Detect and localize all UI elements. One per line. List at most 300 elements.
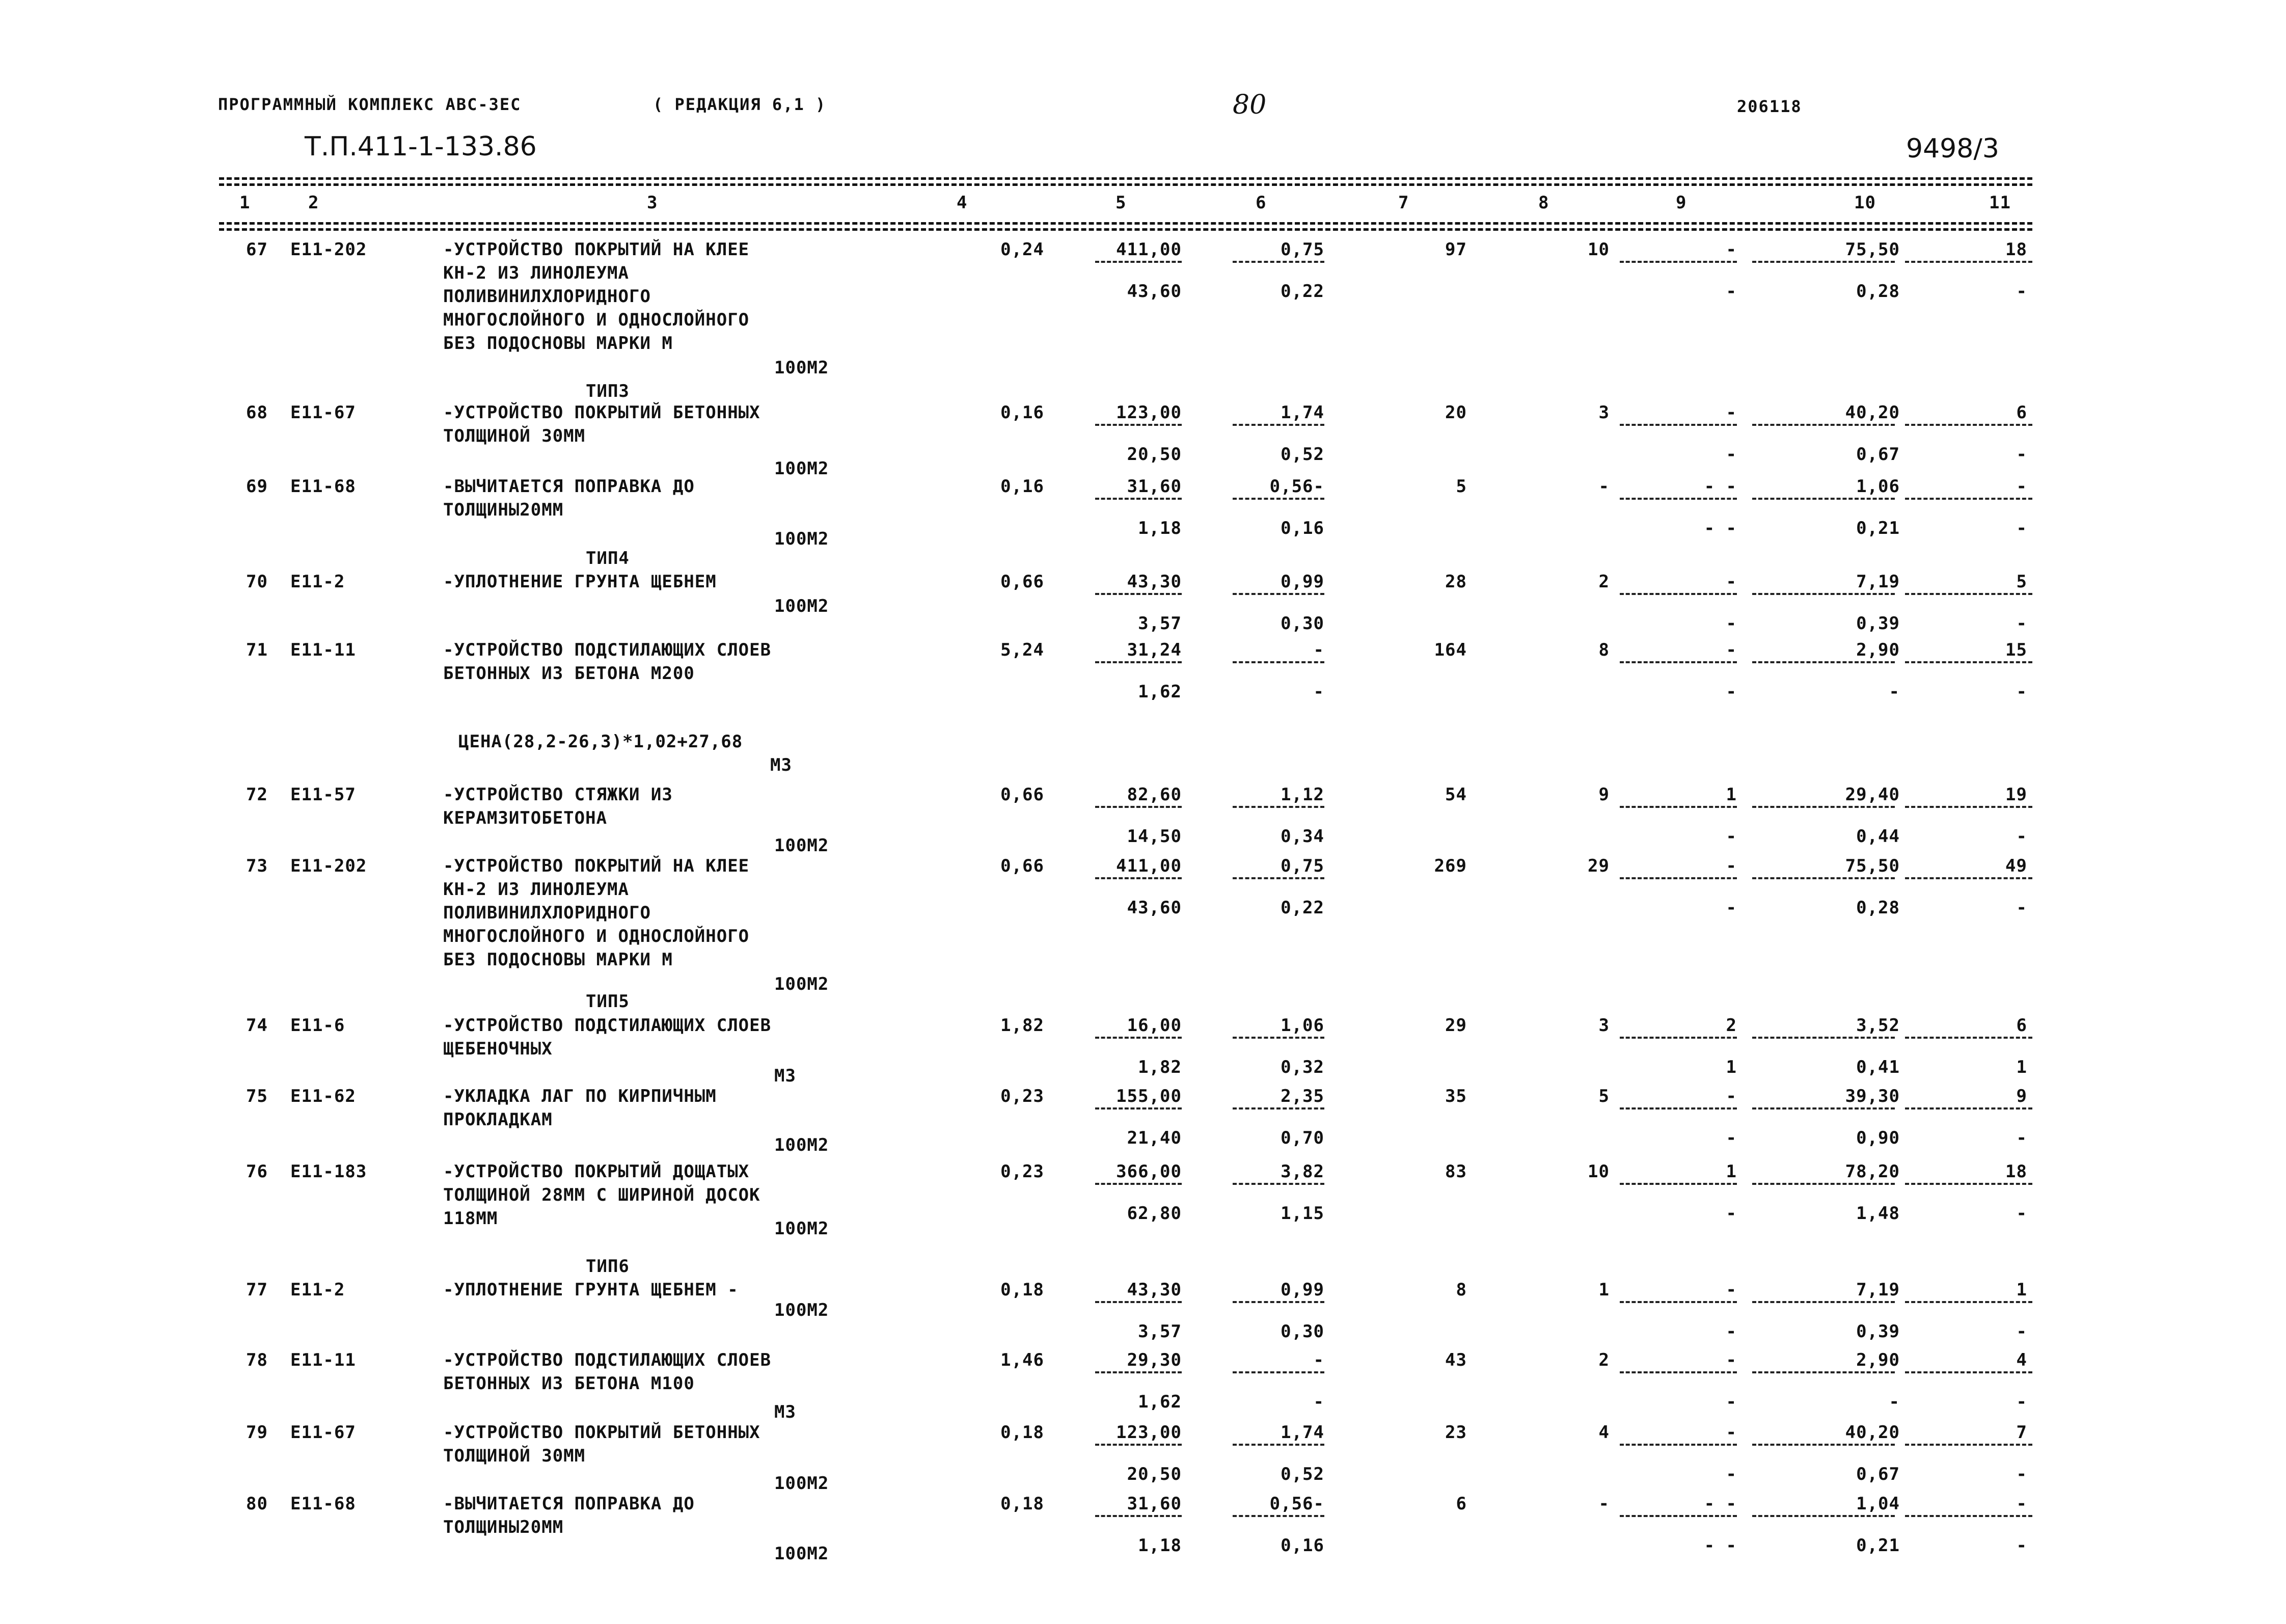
row-code: Е11-11 (290, 640, 356, 660)
row-description-line: БЕЗ ПОДОСНОВЫ МАРКИ М (443, 333, 673, 354)
cell-machine-wage: 0,16 (1281, 1535, 1324, 1556)
subtotal-rule (1905, 877, 2032, 879)
cell-unit-price: 411,00 (1116, 239, 1182, 260)
cell-machine-price: 0,75 (1281, 239, 1324, 260)
cell-labor-unit: 1,04 (1856, 1494, 1900, 1514)
column-header-10: 10 (1854, 193, 1876, 213)
subtotal-rule (1095, 1037, 1182, 1039)
row-unit: 100М2 (774, 1219, 829, 1239)
subtotal-rule (1905, 1183, 2032, 1185)
row-unit: 100М2 (774, 974, 829, 994)
cell-labor-unit: 39,30 (1845, 1086, 1900, 1106)
cell-total-cost: 20 (1445, 402, 1467, 423)
subtotal-rule (1233, 806, 1324, 808)
cell-quantity: 0,16 (1000, 402, 1044, 423)
row-description-line: КЕРАМЗИТОБЕТОНА (443, 808, 608, 828)
cell-labor-total: - (2016, 1494, 2027, 1514)
cell-unit-price-wage: 3,57 (1138, 1321, 1182, 1342)
cell-labor-unit: 2,90 (1856, 1350, 1900, 1370)
cell-labor-machine-total: - (2016, 1321, 2027, 1342)
cell-labor-total: 19 (2005, 784, 2027, 805)
cell-labor-machine-total: - (2016, 1392, 2027, 1412)
subtotal-rule (1233, 1371, 1324, 1373)
column-header-3: 3 (647, 193, 658, 213)
column-header-4: 4 (957, 193, 968, 213)
row-description-line: БЕТОННЫХ ИЗ БЕТОНА М100 (443, 1373, 695, 1394)
subtotal-rule (1233, 1107, 1324, 1109)
cell-machine-price: - (1313, 1350, 1324, 1370)
row-description-line: -УСТРОЙСТВО СТЯЖКИ ИЗ (443, 784, 673, 805)
cell-unit-price-wage: 1,82 (1138, 1057, 1182, 1077)
subtotal-rule (1095, 261, 1182, 263)
cell-machine-price: 0,99 (1281, 572, 1324, 592)
cell-labor-machine: 0,90 (1856, 1128, 1900, 1148)
row-code: Е11-68 (290, 476, 356, 497)
cell-labor-machine-total: - (2016, 281, 2027, 302)
cell-total-wage: 29 (1588, 856, 1610, 876)
cell-labor-machine: - (1889, 1392, 1900, 1412)
cell-labor-unit: 2,90 (1856, 640, 1900, 660)
cell-labor-total: 18 (2005, 1161, 2027, 1182)
subtotal-rule (1752, 593, 1895, 595)
subtotal-rule (1752, 1183, 1895, 1185)
cell-total-cost: 6 (1456, 1494, 1467, 1514)
cell-total-cost: 8 (1456, 1280, 1467, 1300)
cell-unit-price: 43,30 (1127, 572, 1182, 592)
subtotal-rule (1905, 1301, 2032, 1303)
cell-total-cost: 164 (1434, 640, 1467, 660)
cell-total-wage: 3 (1598, 402, 1610, 423)
cell-labor-machine: 0,41 (1856, 1057, 1900, 1077)
subtotal-rule (1905, 1444, 2032, 1446)
cell-machine-price: - (1313, 640, 1324, 660)
column-header-1: 1 (239, 193, 251, 213)
row-unit: 100М2 (774, 1544, 829, 1564)
cell-total-wage: - (1598, 1494, 1610, 1514)
subtotal-rule (1233, 1515, 1324, 1517)
cell-unit-price: 29,30 (1127, 1350, 1182, 1370)
subtotal-rule (1095, 593, 1182, 595)
subtotal-rule (1095, 1444, 1182, 1446)
cell-unit-price: 43,30 (1127, 1280, 1182, 1300)
cell-machine-price: 1,06 (1281, 1015, 1324, 1036)
row-description-line: -УСТРОЙСТВО ПОКРЫТИЙ ДОЩАТЫХ (443, 1161, 750, 1182)
cell-quantity: 0,24 (1000, 239, 1044, 260)
subtotal-rule (1620, 661, 1737, 663)
cell-total-cost: 5 (1456, 476, 1467, 497)
cell-machine-wage-total: - (1726, 1128, 1737, 1148)
row-number: 76 (246, 1161, 268, 1182)
cell-machine-price: 0,56- (1269, 1494, 1324, 1514)
cell-labor-total: 5 (2016, 572, 2027, 592)
cell-labor-machine: 0,67 (1856, 444, 1900, 465)
cell-unit-price: 411,00 (1116, 856, 1182, 876)
row-description-line: ТОЛЩИНЫ20ММ (443, 500, 564, 520)
row-unit: 100М2 (774, 1473, 829, 1494)
subtotal-rule (1752, 1371, 1895, 1373)
cell-labor-machine: 0,21 (1856, 518, 1900, 538)
cell-total-cost: 269 (1434, 856, 1467, 876)
cell-quantity: 0,66 (1000, 856, 1044, 876)
row-number: 79 (246, 1422, 268, 1443)
cell-machine-total: - (1726, 402, 1737, 423)
row-description-line: -УСТРОЙСТВО ПОКРЫТИЙ НА КЛЕЕ (443, 856, 750, 876)
cell-machine-total: - - (1704, 476, 1737, 497)
subtotal-rule (1752, 806, 1895, 808)
cell-unit-price-wage: 20,50 (1127, 1464, 1182, 1484)
cell-machine-wage: 0,52 (1281, 1464, 1324, 1484)
row-number: 73 (246, 856, 268, 876)
cell-total-cost: 35 (1445, 1086, 1467, 1106)
subtotal-rule (1905, 1037, 2032, 1039)
cell-labor-machine-total: - (2016, 613, 2027, 634)
subtotal-rule (1752, 1107, 1895, 1109)
subtotal-rule (1752, 1444, 1895, 1446)
row-description-line: -УСТРОЙСТВО ПОКРЫТИЙ БЕТОННЫХ (443, 1422, 760, 1443)
row-unit: 100М2 (774, 835, 829, 856)
subtotal-rule (1233, 261, 1324, 263)
cell-labor-total: 15 (2005, 640, 2027, 660)
row-number: 70 (246, 572, 268, 592)
cell-machine-total: - - (1704, 1494, 1737, 1514)
cell-labor-total: 7 (2016, 1422, 2027, 1443)
subtotal-rule (1095, 806, 1182, 808)
cell-labor-machine-total: - (2016, 682, 2027, 702)
cell-unit-price-wage: 1,18 (1138, 518, 1182, 538)
row-description-line: ПОЛИВИНИЛХЛОРИДНОГО (443, 903, 651, 923)
cell-labor-machine-total: - (2016, 826, 2027, 847)
subtotal-rule (1620, 1183, 1737, 1185)
cell-quantity: 0,23 (1000, 1086, 1044, 1106)
subtotal-rule (1233, 424, 1324, 426)
row-number: 71 (246, 640, 268, 660)
cell-machine-wage: 0,52 (1281, 444, 1324, 465)
cell-machine-wage: - (1313, 682, 1324, 702)
cell-labor-machine-total: - (2016, 518, 2027, 538)
cell-machine-total: - (1726, 239, 1737, 260)
cell-unit-price-wage: 1,62 (1138, 682, 1182, 702)
cell-labor-total: 49 (2005, 856, 2027, 876)
cell-labor-machine: 0,39 (1856, 1321, 1900, 1342)
subtotal-rule (1620, 424, 1737, 426)
cell-labor-unit: 78,20 (1845, 1161, 1900, 1182)
subtotal-rule (1620, 1301, 1737, 1303)
cell-labor-unit: 40,20 (1845, 1422, 1900, 1443)
cell-labor-machine: 0,67 (1856, 1464, 1900, 1484)
cell-total-cost: 97 (1445, 239, 1467, 260)
cell-labor-machine: 0,44 (1856, 826, 1900, 847)
subtotal-rule (1752, 661, 1895, 663)
page-number: 80 (1233, 90, 1267, 120)
row-description-line: -УСТРОЙСТВО ПОКРЫТИЙ НА КЛЕЕ (443, 239, 750, 260)
document-code: 206118 (1737, 97, 1802, 116)
cell-machine-price: 0,99 (1281, 1280, 1324, 1300)
header-rule-bottom (219, 222, 2032, 225)
row-unit: М3 (774, 1402, 796, 1422)
cell-unit-price: 31,60 (1127, 1494, 1182, 1514)
row-code: Е11-202 (290, 239, 367, 260)
cell-unit-price: 155,00 (1116, 1086, 1182, 1106)
cell-total-cost: 43 (1445, 1350, 1467, 1370)
row-description-line: -УСТРОЙСТВО ПОДСТИЛАЮЩИХ СЛОЕВ (443, 640, 772, 660)
subtotal-rule (1095, 877, 1182, 879)
cell-total-wage: 10 (1588, 1161, 1610, 1182)
edition-label: ( РЕДАКЦИЯ 6,1 ) (653, 95, 827, 114)
row-description-line: 118ММ (443, 1208, 498, 1229)
subtotal-rule (1233, 498, 1324, 500)
cell-labor-machine-total: - (2016, 1535, 2027, 1556)
column-header-7: 7 (1398, 193, 1409, 213)
row-number: 69 (246, 476, 268, 497)
row-code: Е11-2 (290, 1280, 345, 1300)
cell-unit-price: 16,00 (1127, 1015, 1182, 1036)
row-number: 74 (246, 1015, 268, 1036)
header-rule-bottom-2 (219, 228, 2032, 231)
cell-labor-machine: 0,28 (1856, 898, 1900, 918)
cell-machine-wage-total: - (1726, 1321, 1737, 1342)
cell-quantity: 1,46 (1000, 1350, 1044, 1370)
row-code: Е11-67 (290, 402, 356, 423)
row-number: 72 (246, 784, 268, 805)
cell-total-cost: 29 (1445, 1015, 1467, 1036)
cell-labor-unit: 7,19 (1856, 1280, 1900, 1300)
column-header-5: 5 (1115, 193, 1127, 213)
cell-labor-machine-total: - (2016, 1464, 2027, 1484)
cell-machine-total: - (1726, 640, 1737, 660)
subtotal-rule (1752, 261, 1895, 263)
cell-machine-wage-total: - (1726, 444, 1737, 465)
row-description-line: ТОЛЩИНОЙ 30ММ (443, 1446, 586, 1466)
row-unit: 100М2 (774, 1300, 829, 1320)
cell-machine-price: 0,56- (1269, 476, 1324, 497)
subtotal-rule (1620, 261, 1737, 263)
cell-unit-price-wage: 20,50 (1127, 444, 1182, 465)
cell-labor-machine-total: - (2016, 898, 2027, 918)
cell-quantity: 0,18 (1000, 1422, 1044, 1443)
column-header-11: 11 (1989, 193, 2011, 213)
cell-unit-price: 82,60 (1127, 784, 1182, 805)
program-name: ПРОГРАММНЫЙ КОМПЛЕКС АВС-ЗЕС (218, 95, 522, 114)
subtotal-rule (1095, 1301, 1182, 1303)
row-description-line: ТОЛЩИНЫ20ММ (443, 1517, 564, 1537)
cell-labor-total: 6 (2016, 1015, 2027, 1036)
cell-unit-price: 31,24 (1127, 640, 1182, 660)
subtotal-rule (1233, 593, 1324, 595)
subtotal-rule (1752, 1037, 1895, 1039)
subtotal-rule (1752, 877, 1895, 879)
cell-total-wage: 9 (1598, 784, 1610, 805)
subtotal-rule (1620, 1371, 1737, 1373)
cell-machine-wage: 0,22 (1281, 898, 1324, 918)
row-number: 75 (246, 1086, 268, 1106)
cell-labor-total: 1 (2016, 1280, 2027, 1300)
cell-machine-wage-total: - (1726, 1203, 1737, 1224)
subtotal-rule (1620, 1515, 1737, 1517)
row-description-line: БЕЗ ПОДОСНОВЫ МАРКИ М (443, 950, 673, 970)
cell-machine-total: 2 (1726, 1015, 1737, 1036)
row-description-line: МНОГОСЛОЙНОГО И ОДНОСЛОЙНОГО (443, 926, 750, 946)
cell-machine-wage: 1,15 (1281, 1203, 1324, 1224)
cell-unit-price-wage: 3,57 (1138, 613, 1182, 634)
row-description-line: БЕТОННЫХ ИЗ БЕТОНА М200 (443, 663, 695, 684)
cell-labor-machine-total: - (2016, 1203, 2027, 1224)
cell-machine-wage-total: - (1726, 1464, 1737, 1484)
row-code: Е11-6 (290, 1015, 345, 1036)
subtotal-rule (1095, 498, 1182, 500)
cell-total-wage: 5 (1598, 1086, 1610, 1106)
row-description-line: -УКЛАДКА ЛАГ ПО КИРПИЧНЫМ (443, 1086, 717, 1106)
price-formula-unit: М3 (770, 755, 792, 775)
cell-unit-price-wage: 1,18 (1138, 1535, 1182, 1556)
row-description-line: -УСТРОЙСТВО ПОКРЫТИЙ БЕТОННЫХ (443, 402, 760, 423)
cell-machine-price: 1,12 (1281, 784, 1324, 805)
row-code: Е11-2 (290, 572, 345, 592)
row-description-line: -УПЛОТНЕНИЕ ГРУНТА ЩЕБНЕМ - (443, 1280, 739, 1300)
cell-quantity: 0,23 (1000, 1161, 1044, 1182)
cell-labor-unit: 3,52 (1856, 1015, 1900, 1036)
row-description-line: КН-2 ИЗ ЛИНОЛЕУМА (443, 263, 629, 283)
cell-quantity: 0,66 (1000, 572, 1044, 592)
cell-labor-machine-total: - (2016, 1128, 2027, 1148)
row-type-label: ТИП3 (586, 381, 630, 401)
subtotal-rule (1620, 877, 1737, 879)
row-code: Е11-183 (290, 1161, 367, 1182)
sheet-number: 9498/3 (1906, 133, 1999, 164)
cell-labor-total: 6 (2016, 402, 2027, 423)
cell-machine-wage: 0,30 (1281, 613, 1324, 634)
subtotal-rule (1620, 1107, 1737, 1109)
cell-machine-price: 0,75 (1281, 856, 1324, 876)
subtotal-rule (1095, 1183, 1182, 1185)
cell-quantity: 0,18 (1000, 1280, 1044, 1300)
subtotal-rule (1752, 1301, 1895, 1303)
cell-total-wage: - (1598, 476, 1610, 497)
row-description-line: ЩЕБЕНОЧНЫХ (443, 1039, 553, 1059)
cell-machine-price: 3,82 (1281, 1161, 1324, 1182)
subtotal-rule (1620, 498, 1737, 500)
cell-labor-machine-total: 1 (2016, 1057, 2027, 1077)
row-number: 68 (246, 402, 268, 423)
cell-machine-wage-total: - (1726, 613, 1737, 634)
row-code: Е11-62 (290, 1086, 356, 1106)
row-unit: 100М2 (774, 596, 829, 616)
cell-unit-price-wage: 1,62 (1138, 1392, 1182, 1412)
cell-labor-machine: 0,21 (1856, 1535, 1900, 1556)
cell-total-cost: 83 (1445, 1161, 1467, 1182)
cell-unit-price: 366,00 (1116, 1161, 1182, 1182)
row-code: Е11-67 (290, 1422, 356, 1443)
row-description-line: ТОЛЩИНОЙ 30ММ (443, 426, 586, 446)
row-unit: 100М2 (774, 358, 829, 378)
subtotal-rule (1752, 424, 1895, 426)
cell-machine-total: 1 (1726, 784, 1737, 805)
cell-total-wage: 1 (1598, 1280, 1610, 1300)
cell-machine-wage-total: - - (1704, 518, 1737, 538)
cell-unit-price: 123,00 (1116, 1422, 1182, 1443)
cell-machine-wage: 0,16 (1281, 518, 1324, 538)
row-description-line: ТОЛЩИНОЙ 28ММ С ШИРИНОЙ ДОСОК (443, 1185, 760, 1205)
row-number: 80 (246, 1494, 268, 1514)
row-code: Е11-68 (290, 1494, 356, 1514)
subtotal-rule (1620, 1444, 1737, 1446)
cell-quantity: 0,18 (1000, 1494, 1044, 1514)
column-header-9: 9 (1676, 193, 1687, 213)
cell-labor-unit: 1,06 (1856, 476, 1900, 497)
cell-unit-price-wage: 62,80 (1127, 1203, 1182, 1224)
cell-unit-price-wage: 14,50 (1127, 826, 1182, 847)
subtotal-rule (1620, 806, 1737, 808)
row-code: Е11-202 (290, 856, 367, 876)
cell-quantity: 5,24 (1000, 640, 1044, 660)
cell-total-cost: 23 (1445, 1422, 1467, 1443)
project-number: Т.П.411-1-133.86 (305, 131, 537, 162)
row-code: Е11-11 (290, 1350, 356, 1370)
cell-machine-wage: 0,32 (1281, 1057, 1324, 1077)
row-type-label: ТИП4 (586, 548, 630, 569)
row-unit: 100М2 (774, 1135, 829, 1155)
cell-total-wage: 8 (1598, 640, 1610, 660)
subtotal-rule (1905, 1371, 2032, 1373)
cell-total-wage: 4 (1598, 1422, 1610, 1443)
subtotal-rule (1752, 498, 1895, 500)
cell-labor-machine-total: - (2016, 444, 2027, 465)
cell-machine-wage-total: - (1726, 682, 1737, 702)
cell-quantity: 1,82 (1000, 1015, 1044, 1036)
row-description-line: -УСТРОЙСТВО ПОДСТИЛАЮЩИХ СЛОЕВ (443, 1350, 772, 1370)
subtotal-rule (1095, 1371, 1182, 1373)
cell-labor-unit: 75,50 (1845, 856, 1900, 876)
subtotal-rule (1905, 498, 2032, 500)
cell-machine-wage: 0,34 (1281, 826, 1324, 847)
row-description-line: -УСТРОЙСТВО ПОДСТИЛАЮЩИХ СЛОЕВ (443, 1015, 772, 1036)
column-header-2: 2 (308, 193, 319, 213)
subtotal-rule (1905, 593, 2032, 595)
row-code: Е11-57 (290, 784, 356, 805)
subtotal-rule (1905, 806, 2032, 808)
cell-quantity: 0,16 (1000, 476, 1044, 497)
header-rule-mid (219, 183, 2032, 186)
column-header-6: 6 (1256, 193, 1267, 213)
price-formula: ЦЕНА(28,2-26,3)*1,02+27,68 (458, 732, 743, 752)
cell-machine-total: - (1726, 1422, 1737, 1443)
row-description-line: -УПЛОТНЕНИЕ ГРУНТА ЩЕБНЕМ (443, 572, 717, 592)
subtotal-rule (1233, 1037, 1324, 1039)
subtotal-rule (1620, 593, 1737, 595)
subtotal-rule (1233, 661, 1324, 663)
cell-total-wage: 3 (1598, 1015, 1610, 1036)
cell-labor-machine: - (1889, 682, 1900, 702)
row-description-line: -ВЫЧИТАЕТСЯ ПОПРАВКА ДО (443, 1494, 695, 1514)
cell-total-cost: 28 (1445, 572, 1467, 592)
cell-machine-wage: 0,70 (1281, 1128, 1324, 1148)
subtotal-rule (1233, 877, 1324, 879)
subtotal-rule (1233, 1444, 1324, 1446)
cell-machine-wage-total: - (1726, 898, 1737, 918)
cell-machine-wage-total: - (1726, 1392, 1737, 1412)
cell-unit-price-wage: 43,60 (1127, 898, 1182, 918)
header-rule-top (219, 177, 2032, 180)
row-number: 67 (246, 239, 268, 260)
row-number: 77 (246, 1280, 268, 1300)
subtotal-rule (1095, 661, 1182, 663)
cell-labor-unit: 7,19 (1856, 572, 1900, 592)
cell-labor-machine: 1,48 (1856, 1203, 1900, 1224)
subtotal-rule (1233, 1301, 1324, 1303)
cell-machine-total: - (1726, 1350, 1737, 1370)
row-description-line: ПОЛИВИНИЛХЛОРИДНОГО (443, 286, 651, 307)
cell-unit-price-wage: 21,40 (1127, 1128, 1182, 1148)
cell-total-wage: 2 (1598, 1350, 1610, 1370)
